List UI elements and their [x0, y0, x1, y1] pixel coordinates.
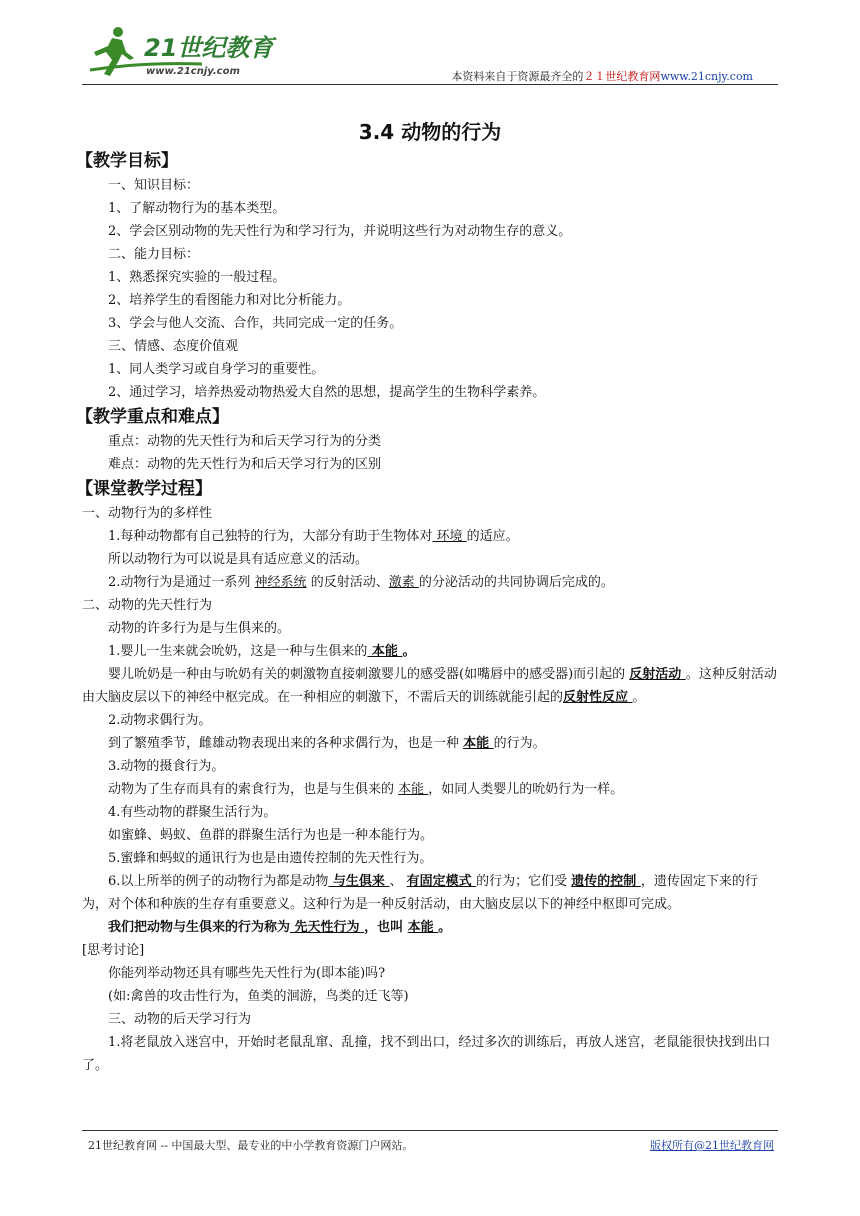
subsection-heading: 三、动物的后天学习行为 — [108, 1012, 252, 1027]
paragraph-line: 2.动物行为是通过一系列 神经系统 的反射活动、激素 的分泌活动的共同协调后完成的。 — [108, 575, 614, 590]
paragraph: 1.将老鼠放入迷宫中，开始时老鼠乱窜、乱撞，找不到出口，经过多次的训练后，再放人迷宫，老鼠能很快找到出口了。 — [82, 1035, 771, 1073]
goal-line: 1、了解动物行为的基本类型。 — [108, 201, 286, 216]
answer-blank: 与生俱来 — [328, 874, 390, 889]
answer-blank: 本能 — [407, 920, 439, 935]
paragraph-line: 动物的许多行为是与生俱来的。 — [108, 621, 291, 636]
paragraph-line: 你能列举动物还具有哪些先天性行为(即本能)吗? — [108, 966, 386, 981]
document-body — [76, 148, 782, 1077]
discussion-heading: [思考讨论] — [82, 943, 145, 958]
answer-blank: 本能 — [463, 736, 494, 751]
subsection-heading: 一、动物行为的多样性 — [82, 506, 213, 521]
key-point-line: 重点：动物的先天性行为和后天学习行为的分类 — [108, 434, 382, 449]
paragraph-line: 1.婴儿一生来就会吮奶，这是一种与生俱来的 本能 。 — [108, 644, 416, 659]
header-note: 本资料来自于资源最齐全的２１世纪教育网www.21cnjy.com — [451, 70, 753, 83]
paragraph-line: 5.蜜蜂和蚂蚁的通讯行为也是由遗传控制的先天性行为。 — [108, 851, 433, 866]
paragraph-line: 1.每种动物都有自己独特的行为，大部分有助于生物体对 环境 的适应。 — [108, 529, 519, 544]
section-heading-process: 【课堂教学过程】 — [76, 479, 212, 499]
header-brand: ２１世纪教育网 — [583, 70, 661, 83]
logo-url: www.21cnjy.com — [146, 66, 240, 77]
goal-line: 2、学会区别动物的先天性行为和学习行为，并说明这些行为对动物生存的意义。 — [108, 224, 572, 239]
footer-text: 21世纪教育网 -- 中国最大型、最专业的中小学教育资源门户网站。 — [88, 1139, 414, 1152]
goal-line: 1、同人类学习或自身学习的重要性。 — [108, 362, 325, 377]
paragraph-line: 4.有些动物的群聚生活行为。 — [108, 805, 277, 820]
copyright-link[interactable]: 版权所有@21世纪教育网 — [650, 1139, 774, 1152]
header-divider — [82, 84, 778, 85]
paragraph-line: 到了繁殖季节，雌雄动物表现出来的各种求偶行为，也是一种 本能 的行为。 — [108, 736, 546, 751]
answer-blank: 反射活动 — [629, 667, 686, 682]
answer-blank: 环境 — [432, 529, 467, 544]
paragraph-line: 如蜜蜂、蚂蚁、鱼群的群聚生活行为也是一种本能行为。 — [108, 828, 434, 843]
goal-line: 一、知识目标： — [108, 178, 200, 193]
answer-blank: 先天性行为 — [290, 920, 365, 935]
paragraph: 婴儿吮奶是一种由与吮奶有关的刺激物直接刺激婴儿的感受器(如嘴唇中的感受器)而引起的 反射活动 。这种反射活动由大脑皮层以下的神经中枢完成。在一种相应的刺激下，不需后天的训练就能引起的反射性反应 。 — [82, 667, 777, 705]
goal-line: 三、情感、态度价值观 — [108, 339, 239, 354]
subsection-heading: 二、动物的先天性行为 — [82, 598, 213, 613]
goal-line: 二、能力目标： — [108, 247, 200, 262]
answer-blank: 反射性反应 — [563, 690, 633, 705]
footer-divider — [82, 1130, 778, 1131]
key-point-line: 难点：动物的先天性行为和后天学习行为的区别 — [108, 457, 382, 472]
answer-blank: 本能 — [398, 782, 429, 797]
answer-blank: 本能 — [367, 644, 403, 659]
paragraph: 6.以上所举的例子的动物行为都是动物 与生俱来 、 有固定模式 的行为；它们受 遗传的控制 ，遗传固定下来的行为，对个体和种族的生存有重要意义。这种行为是一种反射活动，由大脑皮层以下的神经中枢即可完成。 — [82, 874, 758, 912]
answer-blank: 神经系统 — [254, 575, 307, 590]
answer-blank: 激素 — [388, 575, 419, 590]
answer-blank: 遗传的控制 — [571, 874, 641, 889]
goal-line: 2、培养学生的看图能力和对比分析能力。 — [108, 293, 351, 308]
page-title: 3.4 动物的行为 — [358, 120, 502, 144]
section-heading-goals: 【教学目标】 — [76, 151, 178, 171]
header-site-link[interactable]: www.21cnjy.com — [660, 70, 753, 83]
answer-blank: 有固定模式 — [406, 874, 477, 889]
section-heading-key-points: 【教学重点和难点】 — [76, 407, 229, 427]
paragraph-line: 3.动物的摄食行为。 — [108, 759, 225, 774]
goal-line: 3、学会与他人交流、合作，共同完成一定的任务。 — [108, 316, 403, 331]
goal-line: 2、通过学习，培养热爱动物热爱大自然的思想，提高学生的生物科学素养。 — [108, 385, 546, 400]
paragraph-line: 2.动物求偶行为。 — [108, 713, 212, 728]
paragraph-line: 我们把动物与生俱来的行为称为 先天性行为 ，也叫 本能 。 — [108, 920, 452, 935]
goal-line: 1、熟悉探究实验的一般过程。 — [108, 270, 286, 285]
paragraph-line: 动物为了生存而具有的索食行为，也是与生俱来的 本能 ，如同人类婴儿的吮奶行为一样。 — [108, 782, 624, 797]
site-logo — [82, 22, 282, 82]
logo-text: 21世纪教育 — [144, 34, 274, 62]
paragraph-line: (如:禽兽的攻击性行为，鱼类的洄游，鸟类的迁飞等) — [108, 989, 409, 1004]
paragraph-line: 所以动物行为可以说是具有适应意义的活动。 — [108, 552, 369, 567]
